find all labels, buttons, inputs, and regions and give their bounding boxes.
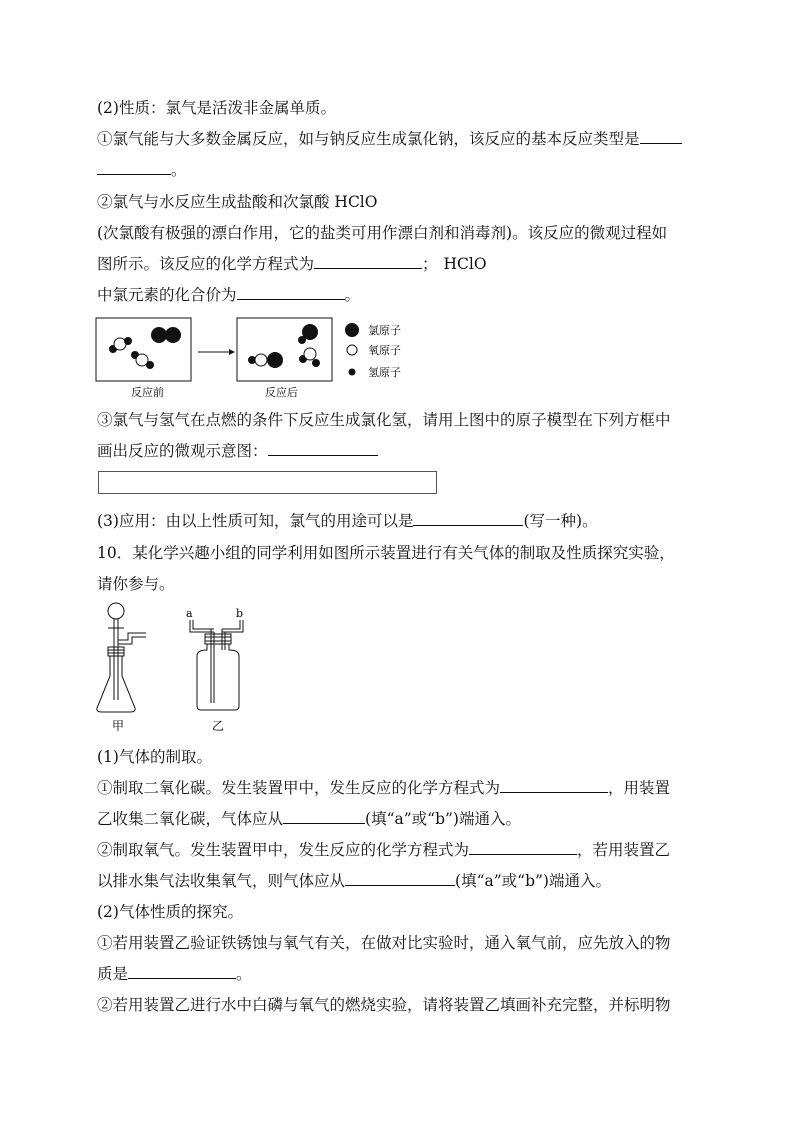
item3-line2 <box>97 441 378 461</box>
o2-line1 <box>97 840 670 860</box>
legend-cl-label: 氯原子 <box>368 324 401 337</box>
answer-blank-o2-inlet[interactable] <box>345 871 455 886</box>
tube-b-inner <box>222 620 240 629</box>
o-atom <box>304 348 316 360</box>
co2-text: 乙收集二氧化碳，气体应从 <box>97 810 284 828</box>
q10-line2: 请你参与。 <box>97 575 175 593</box>
label-jia: 甲 <box>112 719 125 733</box>
part2-item1-line1: ①若用装置乙验证铁锈蚀与氧气有关，在做对比实验时，通入氧气前，应先放入的物 <box>97 934 671 952</box>
apparatus-figure <box>94 600 264 740</box>
o2-text-end: ，若用装置乙 <box>577 841 671 859</box>
o2-text: 以排水集气法收集氧气，则气体应从 <box>97 872 346 890</box>
q10-line1: 10．某化学兴趣小组的同学利用如图所示装置进行有关气体的制取及性质探究实验， <box>97 544 675 562</box>
cl-atom <box>165 327 181 343</box>
part2-item1-line2 <box>97 964 252 984</box>
apparatus-jia <box>97 603 146 712</box>
flask-stopper <box>108 647 124 656</box>
apparatus-yi <box>190 620 243 710</box>
co2-line1 <box>97 778 670 798</box>
after-box <box>237 318 332 381</box>
co2-text: ①制取二氧化碳。发生装置甲中，发生反应的化学方程式为 <box>97 779 501 797</box>
answer-blank-substance[interactable] <box>128 964 236 979</box>
drawing-answer-box[interactable] <box>98 471 437 494</box>
legend-cl-icon <box>345 323 359 337</box>
o2-line2 <box>97 871 611 891</box>
answer-blank-o2-equation[interactable] <box>469 840 577 855</box>
bottle-stopper <box>205 634 231 644</box>
tube-a-outer <box>190 620 214 632</box>
legend-h-icon <box>349 369 356 376</box>
item1-line1 <box>97 129 682 149</box>
h-atom <box>312 359 320 367</box>
legend-h-label: 氢原子 <box>368 366 401 379</box>
legend-o-icon <box>347 345 357 355</box>
before-label: 反应前 <box>131 386 164 399</box>
item1-line2 <box>97 160 187 180</box>
item2-line3 <box>97 254 487 274</box>
h-atom <box>146 361 154 369</box>
after-label: 反应后 <box>265 386 298 399</box>
label-a: a <box>186 607 193 620</box>
funnel-bulb <box>108 603 124 619</box>
answer-blank-co2-equation[interactable] <box>500 778 608 793</box>
answer-blank-co2-inlet[interactable] <box>283 809 365 824</box>
answer-blank-equation[interactable] <box>314 254 422 269</box>
item2-line1: ②氯气与水反应生成盐酸和次氯酸 HClO <box>97 193 378 211</box>
h-atom <box>298 336 306 344</box>
answer-blank-valence[interactable] <box>237 285 345 300</box>
hclo-text: HClO <box>443 255 487 273</box>
co2-text-end: (填“a”或“b”)端通入。 <box>365 810 521 828</box>
item1-text: ①氯气能与大多数金属反应，如与钠反应生成氯化钠，该反应的基本反应类型是 <box>97 130 640 148</box>
part1-title: (1)气体的制取。 <box>97 748 212 766</box>
item3-text: 画出反应的微观示意图： <box>97 442 268 460</box>
o2-text: ②制取氧气。发生装置甲中，发生反应的化学方程式为 <box>97 841 470 859</box>
section2-title: (2)性质：氯气是活泼非金属单质。 <box>97 99 336 117</box>
period: 。 <box>171 161 187 179</box>
legend-o-label: 氧原子 <box>368 344 401 357</box>
item2-line4 <box>97 285 360 305</box>
tube-a-inner <box>193 620 214 629</box>
part2-text: 质是 <box>97 965 129 983</box>
item3-line1: ③氯气与氢气在点燃的条件下反应生成氯化氢，请用上图中的原子模型在下列方框中 <box>97 411 671 429</box>
h-atom <box>124 337 132 345</box>
cl-atom <box>151 327 167 343</box>
section3-text-end: (写一种)。 <box>523 512 598 530</box>
co2-text-end: ，用装置 <box>608 779 671 797</box>
label-yi: 乙 <box>212 719 225 733</box>
part2-title: (2)气体性质的探究。 <box>97 903 243 921</box>
section3-text: (3)应用：由以上性质可知，氯气的用途可以是 <box>97 512 414 530</box>
answer-blank-usage[interactable] <box>413 511 523 526</box>
arrow-head-icon <box>229 349 235 355</box>
section3-line <box>97 511 598 531</box>
answer-blank-diagram[interactable] <box>268 441 378 456</box>
period: 。 <box>344 286 361 304</box>
semicolon: ； <box>422 255 438 273</box>
item2-line2: (次氯酸有极强的漂白作用，它的盐类可用作漂白剂和消毒剂)。该反应的微观过程如 <box>97 224 668 242</box>
part2-item2-line1: ②若用装置乙进行水中白磷与氧气的燃烧实验，请将装置乙填画补充完整，并标明物 <box>97 996 671 1014</box>
label-b: b <box>236 607 244 620</box>
gas-bottle <box>197 644 239 710</box>
answer-blank-reaction-type[interactable] <box>640 129 682 144</box>
item2-text: 中氯元素的化合价为 <box>97 286 237 304</box>
o-atom <box>255 354 267 366</box>
cl-atom <box>267 352 283 368</box>
reaction-micro-figure <box>95 315 435 403</box>
o2-text-end: (填“a”或“b”)端通入。 <box>455 872 611 890</box>
conical-flask <box>97 656 135 712</box>
answer-blank-reaction-type-cont[interactable] <box>97 160 171 175</box>
co2-line2 <box>97 809 521 829</box>
period: 。 <box>236 965 252 983</box>
item2-text: 图所示。该反应的化学方程式为 <box>97 255 315 273</box>
